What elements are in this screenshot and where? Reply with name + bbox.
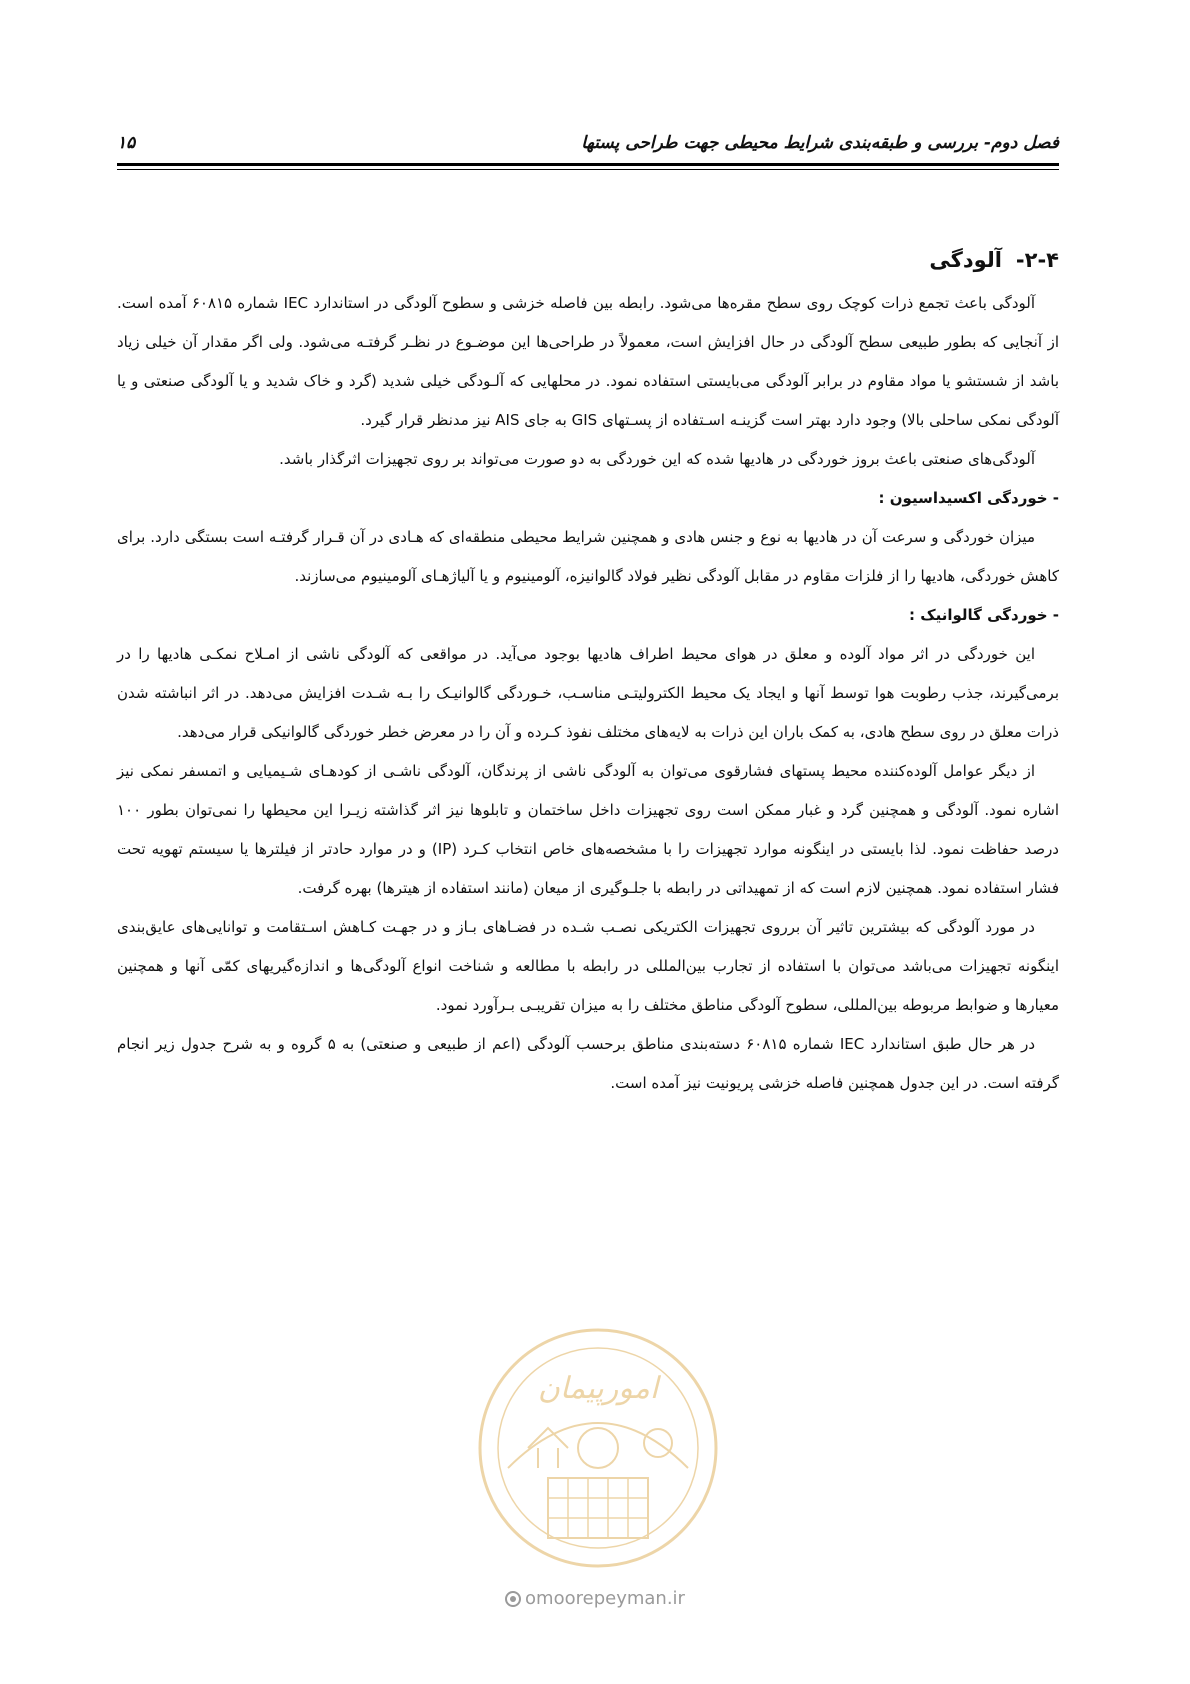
subheading-oxidation: - خوردگی اکسیداسیون : [878, 489, 1059, 507]
body-content [117, 240, 1059, 1103]
paragraph-insulation: در مورد آلودگی که بیشترین تاثیر آن برروی تجهیزات الکتریکی نصـب شـده در فضـاهای بـاز و در جهـت کـاهش اسـتقامت و توانایی‌های عایق‌بندی اینگونه تجهیزات می‌باشد می‌توان با استفاده از تجارب بین‌المللی در رابطه با مطالعه و شناخت انواع آلودگی‌ها و اندازه‌گیریهای کمّی آنها و همچنین معیارها و ضوابط مربوطه بین‌المللی، سطوح آلودگی مناطق مختلف را به میزان تقریبـی بـرآورد نمود. [117, 918, 1059, 1014]
paragraph-corrosion-intro: آلودگی‌های صنعتی باعث بروز خوردگی در هادیها شده که این خوردگی به دو صورت می‌تواند بر روی تجهیزات اثرگذار باشد. [279, 450, 1035, 468]
subheading-galvanic: - خوردگی گالوانیک : [909, 606, 1059, 624]
paragraph-other-pollutants: از دیگر عوامل آلوده‌کننده محیط پستهای فشارقوی می‌توان به آلودگی ناشی از پرندگان، آلودگی ناشـی از کودهـای شـیمیایی و اتمسفر نمکی نیز اشاره نمود. آلودگی و همچنین گرد و غبار ممکن است روی تجهیزات داخل ساختمان و تابلوها نیز اثر گذاشته زیـرا این محیطها را نمی‌توان بطور ۱۰۰ درصد حفاظت نمود. لذا بایستی در اینگونه موارد تجهیزات را با مشخصه‌های خاص انتخاب کـرد (IP) و در موارد حادتر از فیلترها یا سیستم تهویه تحت فشار استفاده نمود. همچنین لازم است که از تمهیداتی در رابطه با جلـوگیری از میعان (مانند استفاده از هیترها) بهره گرفت. [117, 762, 1059, 897]
header-rule-thick [117, 163, 1059, 166]
instagram-icon [505, 1591, 521, 1607]
running-head: فصل دوم- بررسی و طبقه‌بندی شرایط محیطی جهت طراحی پستها [581, 133, 1059, 153]
paragraph-pollution-intro: آلودگی باعث تجمع ذرات کوچک روی سطح مقره‌ها می‌شود. رابطه بین فاصله خزشی و سطوح آلودگی در استاندارد IEC شماره ۶۰۸۱۵ آمده است. از آنجایی که بطور طبیعی سطح آلودگی در حال افزایش است، معمولاً در طراحی‌ها این موضـوع در نظـر گرفتـه می‌شود. ولی اگر مقدار آن خیلی زیاد باشد از شستشو یا مواد مقاوم در برابر آلودگی می‌بایستی استفاده نمود. در محلهایی که آلـودگی خیلی شدید (گرد و خاک شدید و یا آلودگی صنعتی و یا آلودگی نمکی ساحلی بالا) وجود دارد بهتر است گزینـه اسـتفاده از پسـتهای GIS به جای AIS نیز مدنظر قرار گیرد. [117, 294, 1059, 429]
watermark-site-text: omoorepeyman.ir [525, 1588, 685, 1609]
paragraph-galvanic: این خوردگی در اثر مواد آلوده و معلق در هوای محیط اطراف هادیها بوجود می‌آید. در مواقعی که آلودگی ناشی از امـلاح نمکـی هادیها را در برمی‌گیرند، جذب رطوبت هوا توسط آنها و ایجاد یک محیط الکترولیتـی مناسـب، خـوردگی گالوانیـک را بـه شـدت افزایش می‌دهد. در اثر انباشته شدن ذرات معلق در روی سطح هادی، به کمک باران این ذرات به لایه‌های مختلف نفوذ کـرده و آن را در معرض خطر خوردگی گالوانیکی قرار می‌دهد. [117, 645, 1059, 741]
watermark-logo-icon [468, 1318, 728, 1578]
page-header [117, 128, 1059, 158]
section-number: ۲-۴- [1015, 248, 1059, 272]
paragraph-iec-classification: در هر حال طبق استاندارد IEC شماره ۶۰۸۱۵ دسته‌بندی مناطق برحسب آلودگی (اعم از طبیعی و صنعتی) به ۵ گروه و به شرح جدول زیر انجام گرفته است. در این جدول همچنین فاصله خزشی پریونیت نیز آمده است. [117, 1035, 1059, 1092]
watermark-site [0, 1588, 1190, 1609]
page-number: ۱۵ [117, 133, 136, 153]
section-title: آلودگی [929, 248, 1002, 272]
watermark-logo-text: امورپیمان [537, 1371, 659, 1406]
section-heading [117, 240, 1059, 280]
header-rule-thin [117, 169, 1059, 170]
paragraph-oxidation: میزان خوردگی و سرعت آن در هادیها به نوع و جنس هادی و همچنین شرایط محیطی منطقه‌ای که هـادی در آن قـرار گرفتـه است بستگی دارد. برای کاهش خوردگی، هادیها را از فلزات مقاوم در مقابل آلودگی نظیر فولاد گالوانیزه، آلومینیوم و یا آلیاژهـای آلومینیوم می‌سازند. [117, 528, 1059, 585]
